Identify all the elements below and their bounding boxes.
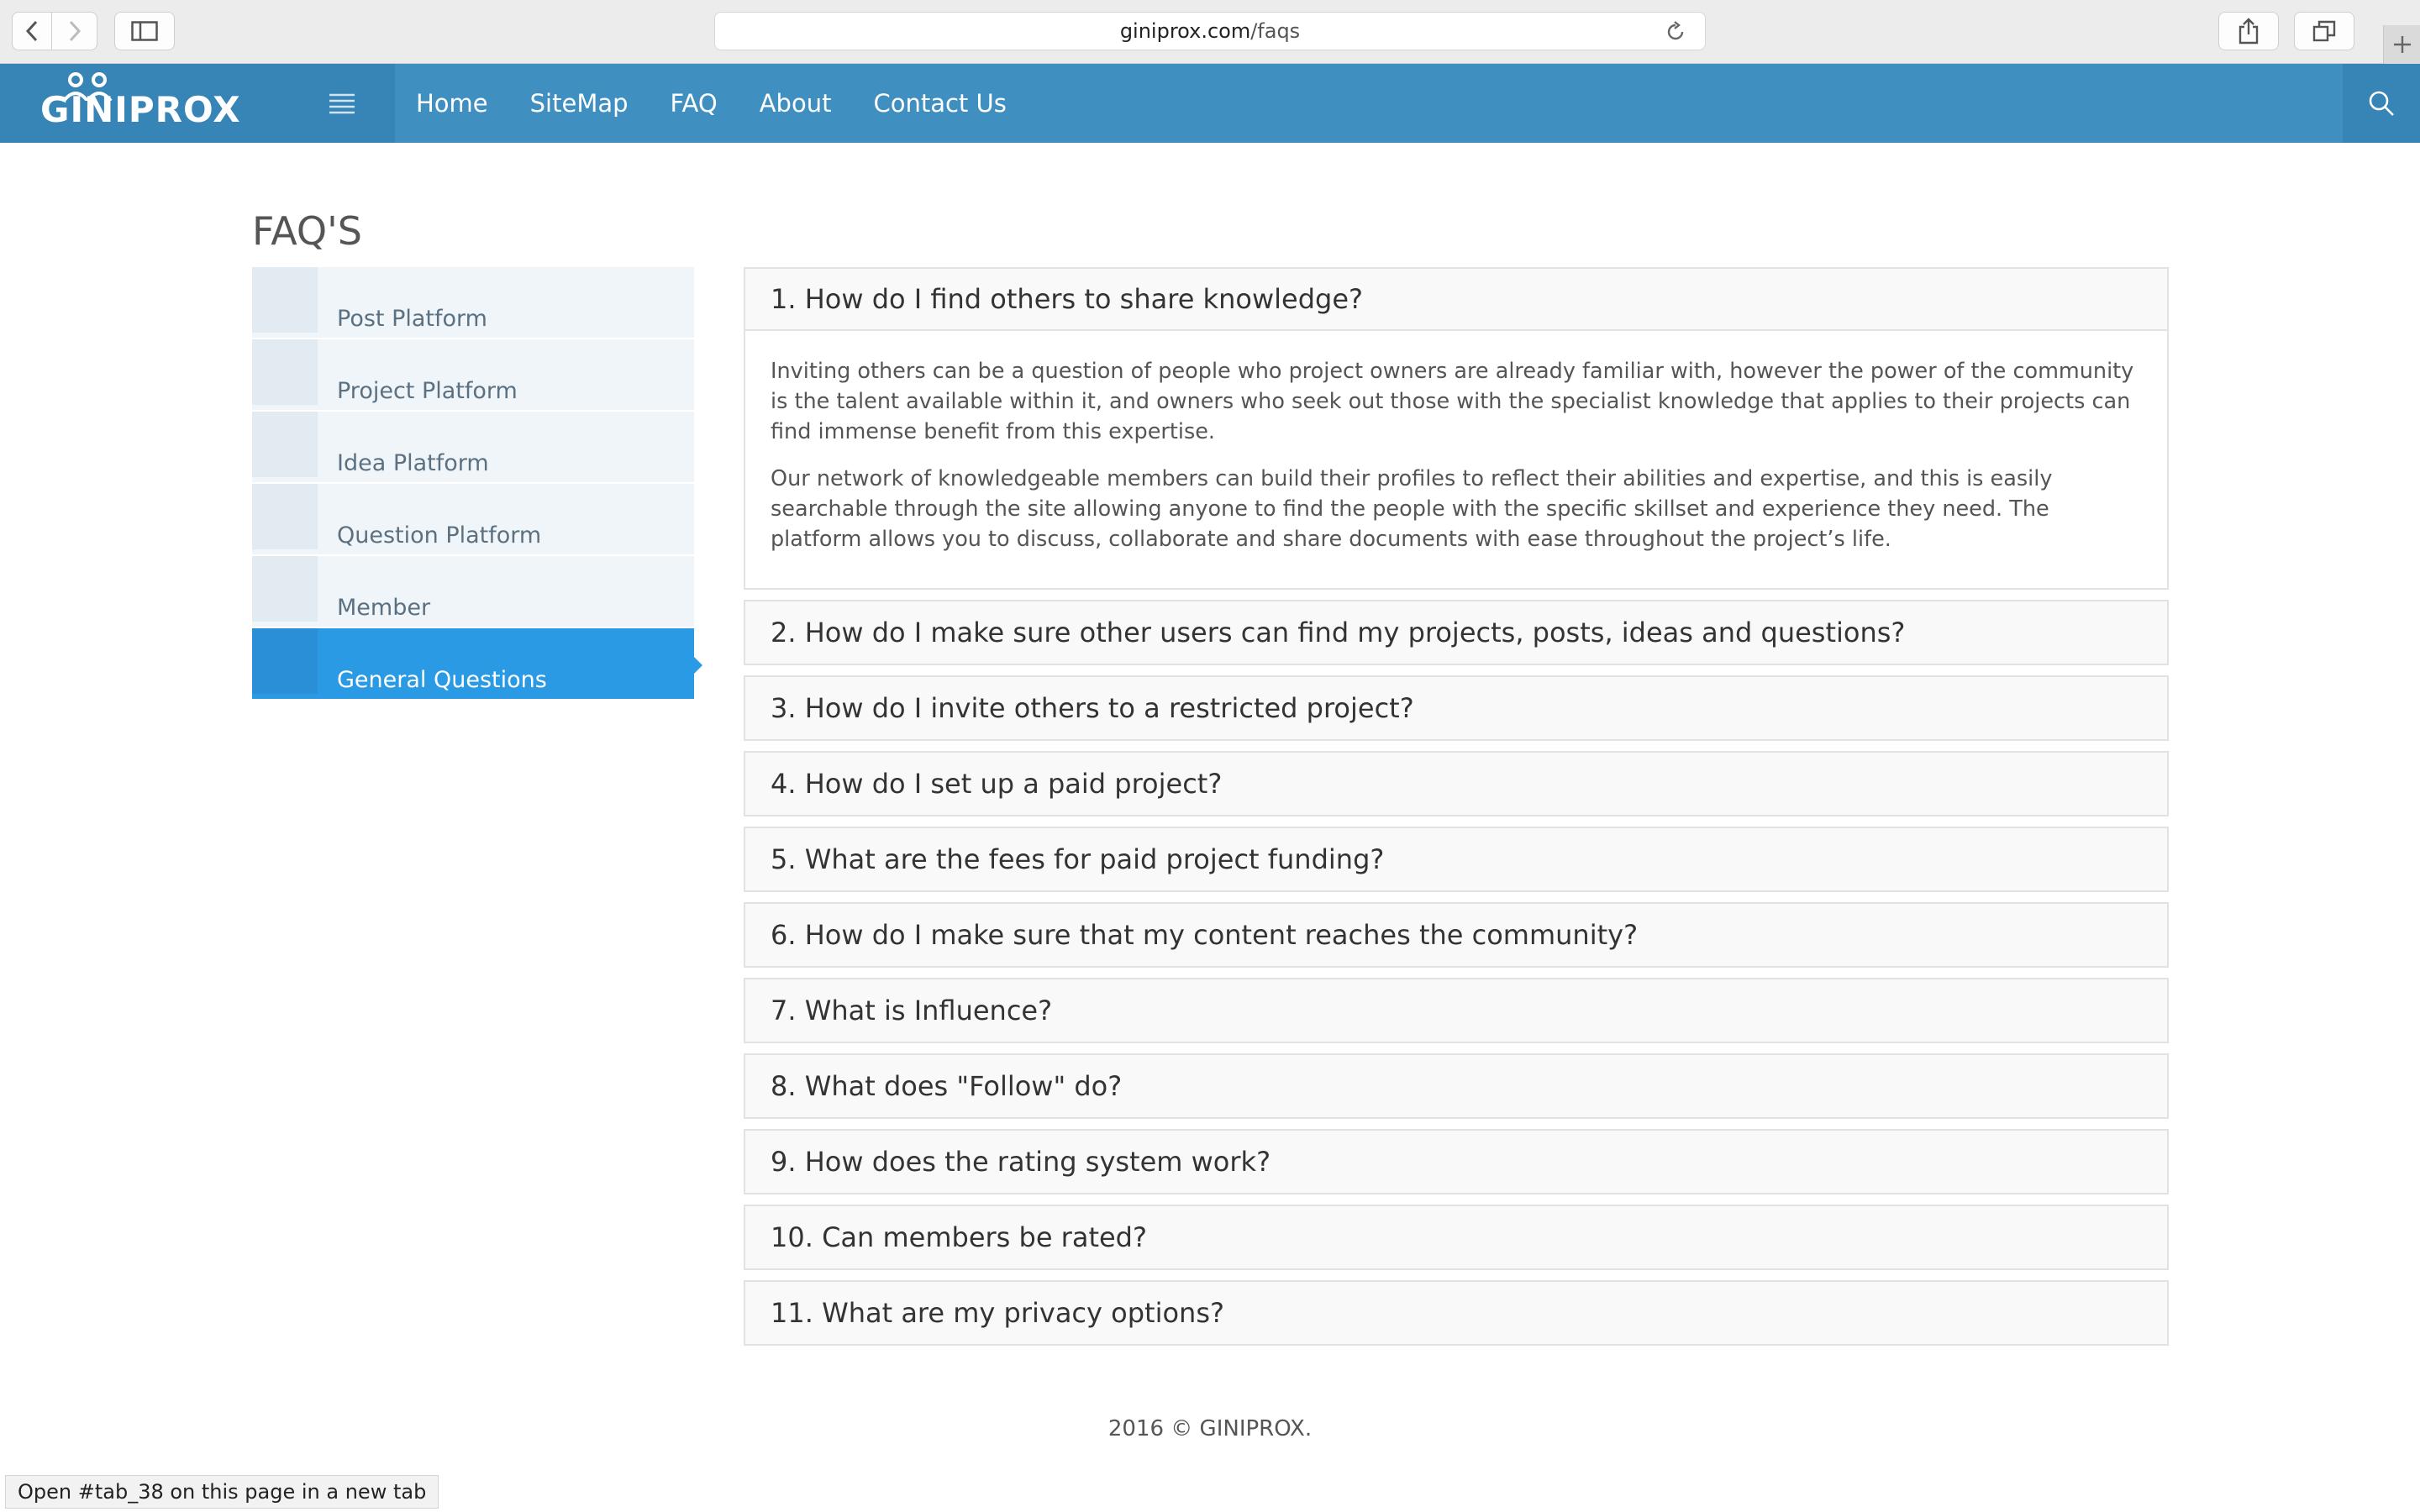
browser-status-bar: Open #tab_38 on this page in a new tab (5, 1475, 439, 1509)
category-icon (252, 556, 318, 622)
faq-item (744, 1280, 2169, 1346)
url-host: giniprox.com (1119, 19, 1251, 43)
sidebar-item-label: Post Platform (337, 306, 487, 332)
faq-item (744, 1129, 2169, 1194)
faq-accordion (744, 267, 2169, 1356)
sidebar-item-project-platform[interactable] (252, 339, 694, 412)
nav-contact-us[interactable]: Contact Us (873, 89, 1007, 118)
footer-copyright: 2016 © GINIPROX. (1107, 1416, 1313, 1441)
nav-sitemap[interactable]: SiteMap (529, 89, 629, 118)
faq-item (744, 675, 2169, 741)
site-header (0, 64, 2420, 143)
forward-button[interactable] (52, 12, 97, 50)
sidebar-item-label: Question Platform (337, 522, 542, 549)
back-button[interactable] (12, 12, 52, 50)
hamburger-menu-icon[interactable] (328, 92, 356, 114)
reload-icon[interactable] (1665, 21, 1686, 43)
faq-question-toggle[interactable]: 7. What is Influence? (771, 995, 1053, 1026)
faq-question-toggle[interactable]: 5. What are the fees for paid project funding? (771, 843, 1385, 875)
faq-item (744, 1053, 2169, 1119)
faq-question-toggle[interactable]: 8. What does "Follow" do? (771, 1070, 1123, 1102)
faq-question-toggle[interactable]: 10. Can members be rated? (771, 1221, 1147, 1253)
sidebar-item-label: Idea Platform (337, 450, 489, 476)
category-icon (252, 339, 318, 405)
faq-item (744, 1205, 2169, 1270)
faq-question-toggle[interactable]: 11. What are my privacy options? (771, 1297, 1224, 1329)
faq-question-toggle[interactable]: 9. How does the rating system work? (771, 1146, 1271, 1178)
category-icon (252, 267, 318, 333)
sidebar-item-label: General Questions (337, 667, 547, 693)
nav-about[interactable]: About (759, 89, 832, 118)
search-button[interactable] (2343, 64, 2420, 143)
faq-answer (745, 331, 2167, 588)
site-logo[interactable]: GINIPROX (40, 89, 241, 130)
sidebar-item-label: Project Platform (337, 378, 518, 404)
category-icon (252, 628, 318, 694)
sidebar-item-question-platform[interactable] (252, 484, 694, 556)
nav-faq[interactable]: FAQ (670, 89, 718, 118)
tabs-icon (2312, 20, 2336, 42)
faq-item (744, 267, 2169, 590)
faq-question-toggle[interactable]: 2. How do I make sure other users can find my projects, posts, ideas and questions? (771, 617, 1906, 648)
sidebar-item-general-questions[interactable] (252, 628, 694, 701)
browser-toolbar (0, 0, 2420, 64)
sidebar-toggle-button[interactable] (114, 12, 175, 50)
faq-item (744, 600, 2169, 665)
sidebar-item-member[interactable] (252, 556, 694, 628)
share-icon (2238, 18, 2260, 45)
faq-answer-paragraph: Our network of knowledgeable members can build their profiles to reflect their abilities and expertise, and this is easily searchable through the site allowing anyone to find the people with the specific skillset and experience they need. The platform allows you to discuss, collaborate and share documents with ease throughout the project’s life. (771, 466, 2053, 552)
faq-item (744, 827, 2169, 892)
faq-question-toggle[interactable]: 1. How do I find others to share knowledge? (745, 269, 2167, 331)
page-title: FAQ'S (252, 208, 362, 254)
faq-item (744, 978, 2169, 1043)
sidebar-item-post-platform[interactable] (252, 267, 694, 339)
faq-question-toggle[interactable]: 4. How do I set up a paid project? (771, 768, 1223, 800)
faq-item (744, 751, 2169, 816)
category-icon (252, 484, 318, 549)
logo-area (0, 64, 395, 143)
address-bar[interactable] (714, 12, 1706, 50)
show-tabs-button[interactable] (2294, 12, 2354, 50)
new-tab-button[interactable] (2383, 25, 2420, 64)
faq-item (744, 902, 2169, 968)
chevron-left-icon (24, 20, 39, 42)
main-nav (395, 64, 1028, 143)
url-path: /faqs (1250, 19, 1301, 43)
faq-answer-paragraph: Inviting others can be a question of people who project owners are already familiar with, however the power of the community is the talent available within it, and owners who seek out those with the specialist knowledge that applies to their projects can find immense benefit from this expertise. (771, 359, 2134, 444)
category-icon (252, 412, 318, 477)
search-icon (2368, 90, 2395, 117)
sidebar-item-label: Member (337, 595, 431, 621)
plus-icon (2392, 34, 2412, 55)
nav-home[interactable]: Home (416, 89, 488, 118)
sidebar-icon (131, 21, 158, 41)
faq-category-menu (252, 267, 694, 701)
sidebar-item-idea-platform[interactable] (252, 412, 694, 484)
faq-question-toggle[interactable]: 6. How do I make sure that my content reaches the community? (771, 919, 1639, 951)
faq-question-toggle[interactable]: 3. How do I invite others to a restricted project? (771, 692, 1414, 724)
chevron-right-icon (67, 20, 82, 42)
share-button[interactable] (2218, 12, 2279, 50)
